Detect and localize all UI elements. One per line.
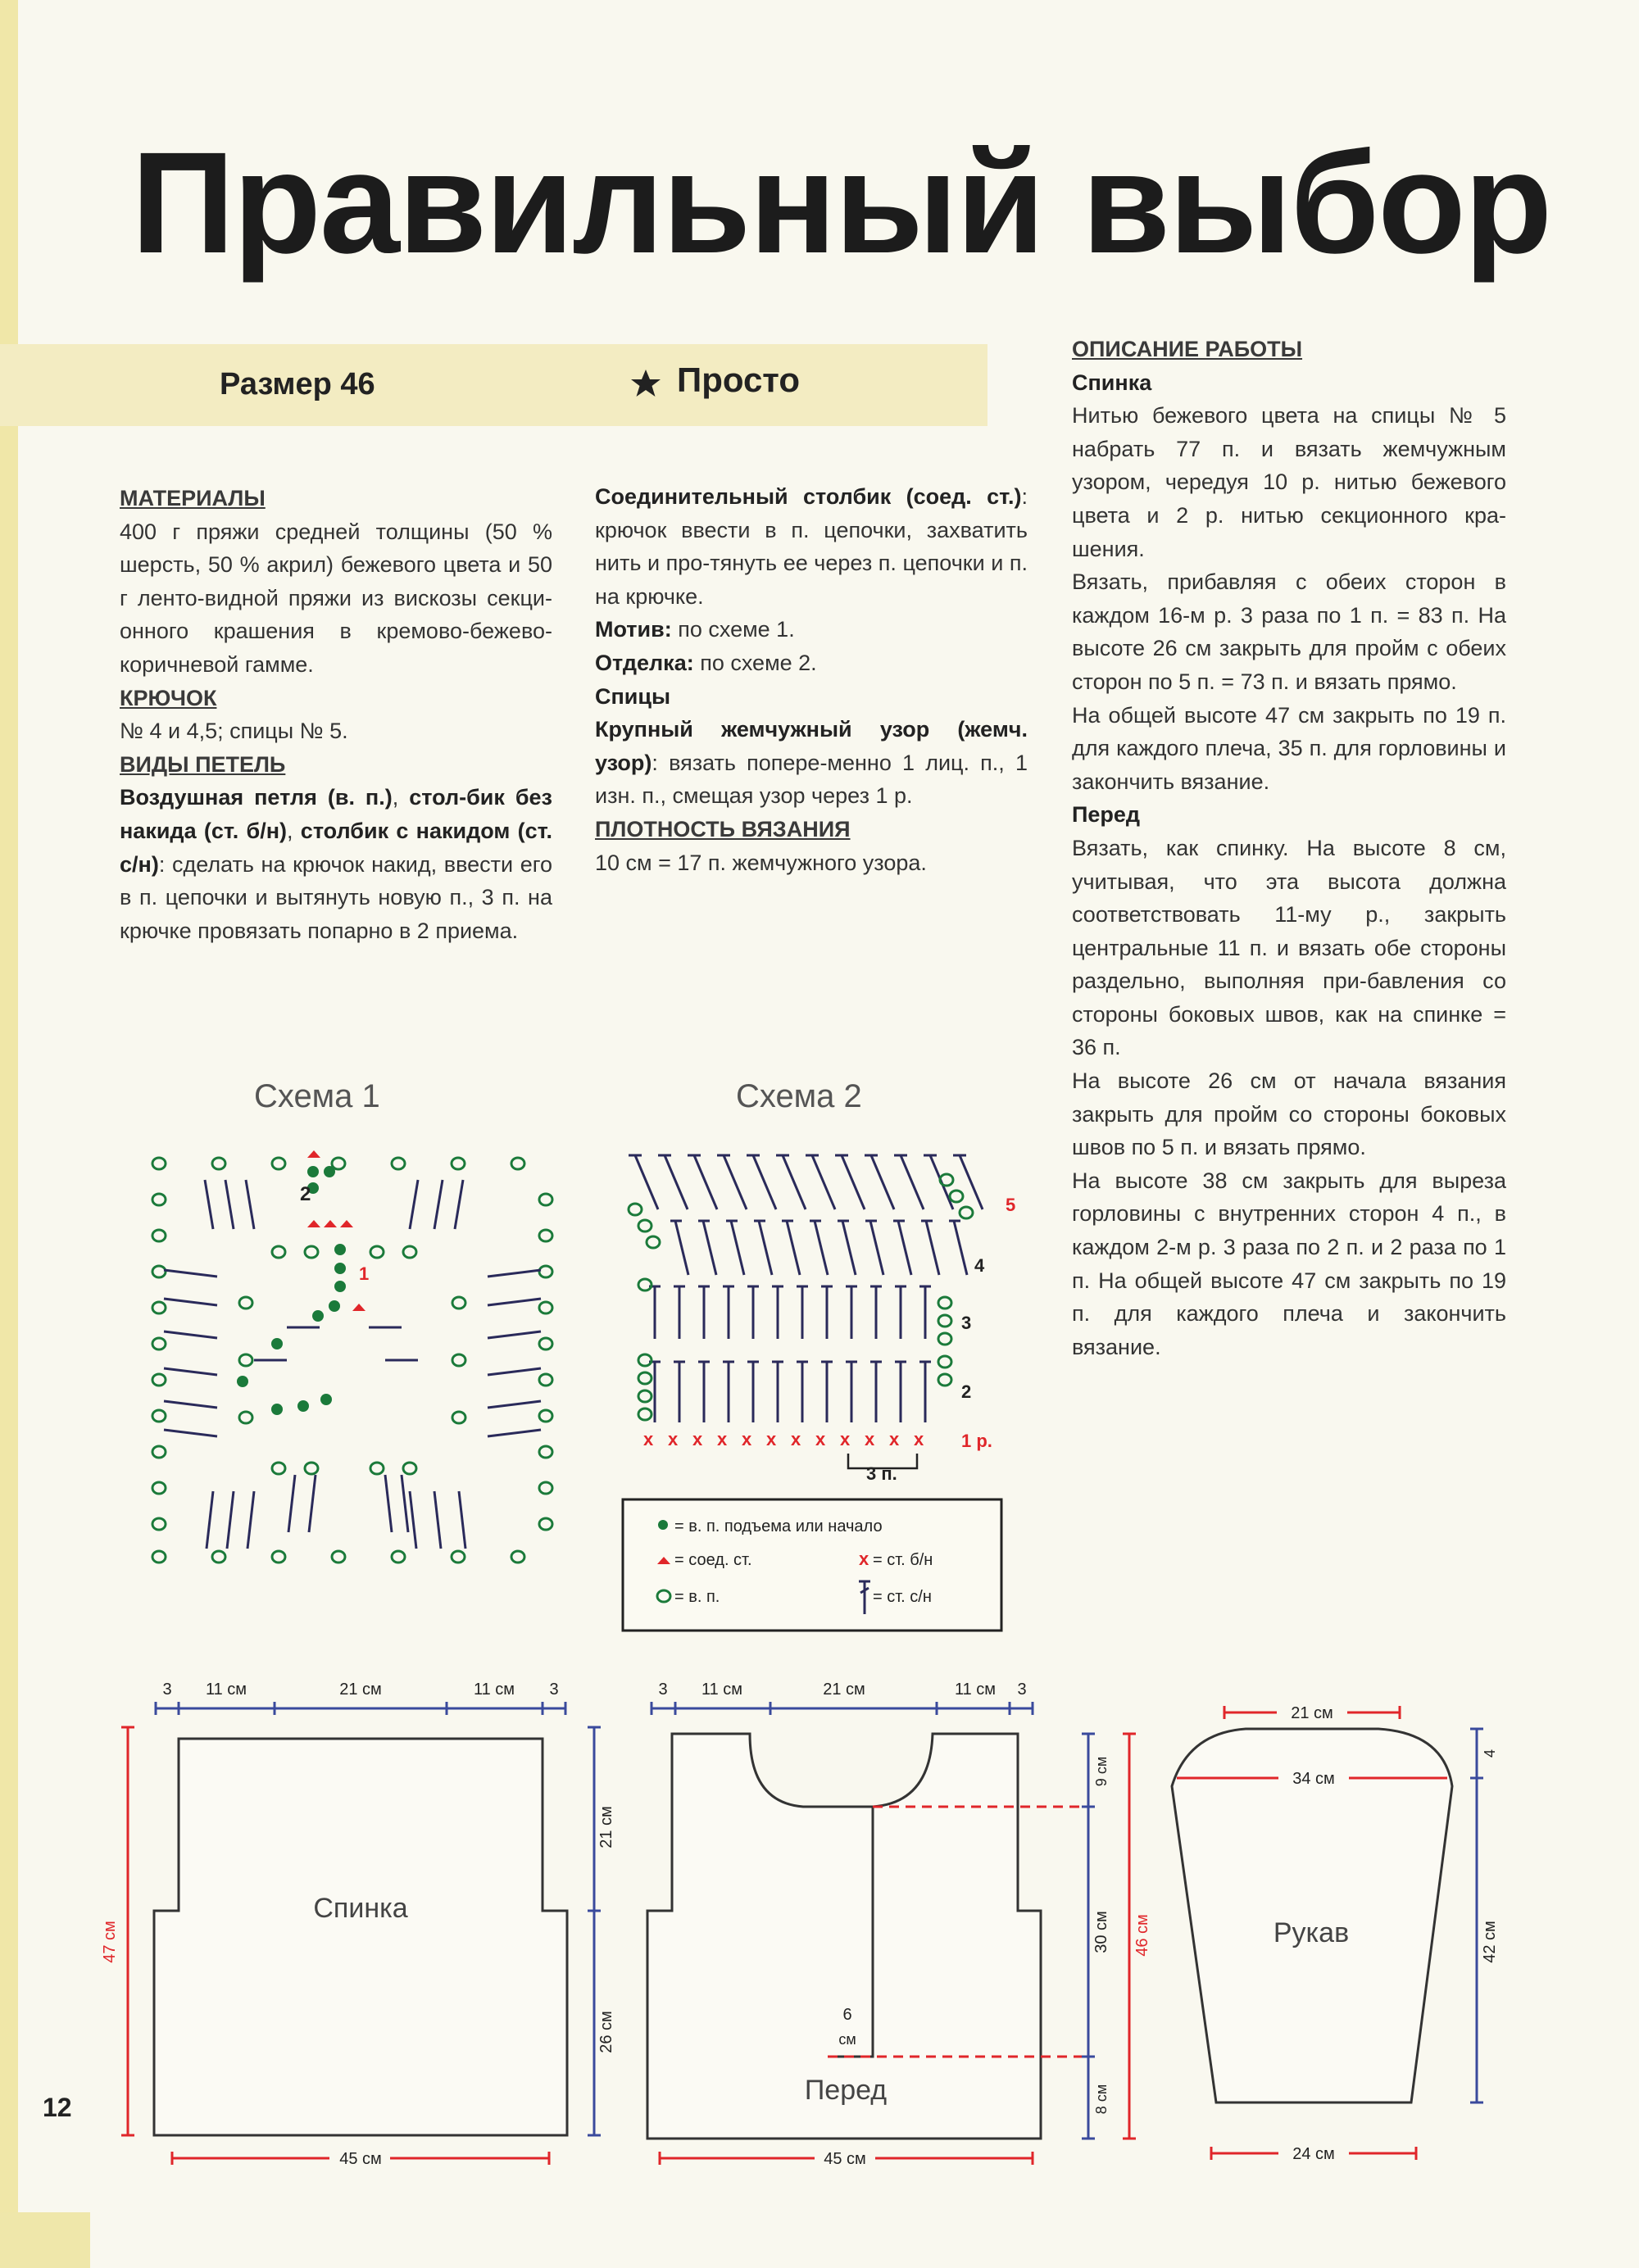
front-dim-11-right: 11 см [954,1681,997,1699]
legend-ch: = в. п. [674,1588,720,1606]
finish-term: Отделка: [595,650,694,675]
chain-symbol [403,1463,416,1474]
stitch-posts [164,1180,541,1549]
sleeve-cap-height: 4 [1482,1749,1498,1758]
chain-symbol [539,1230,552,1241]
single-crochet-symbol: x [791,1429,801,1449]
materials-column [120,482,552,947]
chain-symbol [938,1374,951,1386]
hook-heading: КРЮЧОК [120,685,217,710]
stitch-post [694,1155,717,1209]
chain-symbol [452,1412,465,1423]
single-crochet-symbol: x [717,1429,728,1449]
single-crochet-symbol: x [643,1429,654,1449]
back-paragraph-2: Вязать, прибавляя с обеих сторон в каждом 16-м р. 3 раза по 1 п. = 83 п. На высоте 26 см закрыть для пройм с обеих сторон по 5 п. = 73 п. и вязать прямо. [1072,569,1506,694]
motif-term: Мотив: [595,617,672,642]
front-label: Перед [804,2075,888,2106]
chain-symbol [539,1194,552,1205]
sleeve-top-width: 21 см [1291,1704,1333,1722]
double-crochet-term: столбик с накидом (ст. с/н) [120,818,552,877]
chain-dot [334,1263,346,1274]
chain-symbol [332,1551,345,1563]
stitch-post [753,1155,776,1209]
chain-symbol [539,1302,552,1313]
chain-symbol [539,1338,552,1349]
chain-symbol [638,1220,652,1232]
star-icon [629,367,662,400]
chain-dot [271,1338,283,1349]
chain-symbol [305,1463,318,1474]
size-band [0,344,987,426]
chain-symbol [452,1158,465,1169]
stitch-post [309,1475,316,1532]
repeat-label: 3 п. [866,1463,897,1484]
chain-symbol [539,1410,552,1422]
stitch-post [164,1368,217,1375]
gauge-text: 10 см = 17 п. жемчужного узора. [595,850,927,875]
chain-symbol [511,1551,524,1563]
single-crochet-symbol: x [815,1429,826,1449]
back-dim-3-right: 3 [549,1681,559,1699]
chain-symbol [272,1551,285,1563]
chain-symbol [272,1246,285,1258]
chain-symbol [332,1158,345,1169]
difficulty-label: Просто [677,361,800,399]
sleeve-label: Рукав [1273,1917,1350,1948]
back-paragraph-3: На общей высоте 47 см закрыть по 19 п. для каждого плеча, 35 п. для горловины и закончить вязание. [1072,702,1506,794]
legend-sc: = ст. б/н [873,1551,933,1569]
front-slit-num: 6 [842,2006,852,2024]
back-schematic [101,1672,615,2180]
stitch-post [871,1155,894,1209]
chain-symbol [638,1390,652,1402]
stitch-post [207,1491,213,1549]
round-2-label: 2 [300,1183,311,1205]
chain-symbol [938,1333,951,1345]
stitch-post [842,1155,865,1209]
front-dim-3-left: 3 [658,1681,668,1699]
seed-stitch-desc: : вязать попере-менно 1 лиц. п., 1 изн. п., смещая узор через 1 р. [595,750,1028,809]
hook-text: № 4 и 4,5; спицы № 5. [120,719,348,744]
chain-symbol [152,1158,166,1169]
stitch-post [901,1155,924,1209]
stitch-post [815,1221,828,1275]
chain-dot [307,1166,319,1177]
single-crochet-symbol: x [742,1429,752,1449]
chain-symbol [272,1158,285,1169]
stitch-post [488,1299,541,1305]
chain-symbol [152,1338,166,1349]
stitch-post [227,1491,234,1549]
chain-symbol [152,1446,166,1458]
stitch-post [488,1401,541,1408]
stitch-post [488,1368,541,1375]
chain-symbol [638,1408,652,1420]
stitch-post [459,1491,465,1549]
row-2-label: 2 [961,1381,972,1402]
sleeve-height: 42 см [1481,1921,1499,1963]
front-paragraph-1: Вязать, как спинку. На высоте 8 см, учитывая, что эта высота должна соответствовать 11-му р., закрыть центральные 11 п. и вязать обе стороны раздельно, выполняя при-бавления со стороны боковых швов, как на спинке = 36 п. [1072,835,1506,1060]
front-width: 45 см [824,2150,866,2168]
front-schematic [590,1672,1180,2180]
stitch-post [954,1221,967,1275]
chain-symbol [152,1551,166,1563]
chain-dot [334,1244,346,1255]
back-dim-11-right: 11 см [473,1681,515,1699]
slip-stitch-desc: : крючок ввести в п. цепочки, захватить нить и про-тянуть ее через п. цепочки и п. на крючке. [595,484,1028,609]
work-heading: ОПИСАНИЕ РАБОТЫ [1072,337,1303,361]
chain-dot [312,1310,324,1322]
chain-symbol [629,1204,642,1215]
materials-text: 400 г пряжи средней толщины (50 % шерсть, 50 % акрил) бежевого цвета и 50 г ленто-видной пряжи из вискозы секци-онного крашения в кремово-бежево-коричневой гамме. [120,519,552,677]
stitch-post [246,1180,254,1229]
stitch-post [164,1270,217,1277]
chain-symbol [152,1302,166,1313]
chain-dot [329,1300,340,1312]
stitch-post [724,1155,747,1209]
single-crochet-symbol: x [889,1429,900,1449]
back-height-lower: 26 см [597,2011,615,2053]
chain-symbol [638,1372,652,1384]
back-outline [154,1739,567,2135]
front-height-total: 46 см [1133,1914,1151,1957]
chain-symbol [392,1158,405,1169]
chain-symbol [239,1412,252,1423]
chain-symbol [938,1315,951,1327]
chain-dot [297,1400,309,1412]
back-paragraph-1: Нитью бежевого цвета на спицы № 5 набрать 77 п. и вязать жемчужным узором, чередуя 10 р. нитью бежевого цвета и 2 р. нитью секционного кра-шения. [1072,403,1506,561]
single-crochet-term: стол-бик без накида (ст. б/н) [120,785,552,843]
chain-term: Воздушная петля (в. п.) [120,785,393,810]
chain-symbol [638,1279,652,1290]
center-chain-dots [237,1166,346,1415]
stitch-post [455,1180,463,1229]
stitch-post [488,1331,541,1338]
schema2-edging-diagram [602,1147,1028,1639]
row-5-label: 5 [1006,1195,1016,1215]
stitch-post [731,1221,744,1275]
chain-symbol [152,1266,166,1277]
schema1-title: Схема 1 [254,1078,380,1114]
legend-dc: = ст. с/н [873,1588,932,1606]
legend-ch-start: = в. п. подъема или начало [674,1517,883,1535]
back-dim-3-left: 3 [162,1681,172,1699]
chain-symbol [239,1297,252,1309]
stitch-post [164,1331,217,1338]
chain-symbol [272,1463,285,1474]
seed-stitch-text [595,713,1028,813]
materials-heading: МАТЕРИАЛЫ [120,486,266,510]
stitch-post [164,1401,217,1408]
chain-symbol [938,1356,951,1368]
schema1-motif-diagram [139,1147,565,1573]
row2-stitches [649,1362,931,1422]
stitch-post [488,1270,541,1277]
legend-slst: = соед. ст. [674,1551,752,1569]
row3-stitches [649,1286,931,1339]
stitches-text: Воздушная петля (в. п.), стол-бик без накида (ст. б/н), столбик с накидом (ст. с/н): сделать на крючок накид, ввести его в п. цепочки и вытянуть новую п., 3 п. на крючке провязать попарно в 2 приема. [120,785,552,943]
chain-symbol [452,1354,465,1366]
chain-symbol [212,1158,225,1169]
gauge-heading: ПЛОТНОСТЬ ВЯЗАНИЯ [595,816,851,841]
back-dim-11-left: 11 см [205,1681,247,1699]
back-height-upper: 21 см [597,1806,615,1848]
double-crochet-text: : сделать на крючок накид, ввести его в п. цепочки и вытянуть новую п., 3 п. на крючке провязать попарно в 2 приема. [120,851,552,943]
chain-symbol [152,1230,166,1241]
back-height-total: 47 см [101,1921,119,1963]
chain-symbol [539,1518,552,1530]
stitch-post [703,1221,716,1275]
slip-stitch-term: Соединительный столбик (соед. ст.) [595,484,1022,509]
back-width: 45 см [339,2150,382,2168]
size-label: Размер 46 [220,367,375,401]
page-corner-strip [0,2212,90,2268]
front-slit-unit: см [838,2031,856,2048]
stitch-post [410,1180,418,1229]
chain-symbol [940,1174,953,1186]
row4-stitches [670,1221,967,1275]
schema2-title: Схема 2 [736,1078,862,1114]
chain-symbol [152,1194,166,1205]
back-dim-21: 21 см [339,1681,382,1699]
legend-ch-start-icon [658,1520,668,1530]
front-height-top: 9 см [1093,1756,1110,1787]
chain-symbol [452,1297,465,1309]
front-dim-3-right: 3 [1017,1681,1027,1699]
single-crochet-symbol: x [668,1429,679,1449]
stitch-post [164,1430,217,1436]
chain-symbol [647,1236,660,1248]
round-1-label: 1 [359,1263,370,1284]
chain-symbol [152,1482,166,1494]
seed-stitch-term: Крупный жемчужный узор (жемч. узор) [595,717,1028,775]
row-1-label: 1 р. [961,1431,992,1451]
stitch-post [812,1155,835,1209]
chain-symbol [539,1482,552,1494]
single-crochet-symbol: x [692,1429,703,1449]
stitch-post [960,1155,983,1209]
chain-symbol [511,1158,524,1169]
sleeve-schematic [1155,1688,1516,2180]
stitch-post [247,1491,254,1549]
chain-symbol [152,1518,166,1530]
legend-sc-icon: x [859,1549,869,1569]
single-crochet-symbol: x [766,1429,777,1449]
motif-line [595,613,1028,646]
row-4-label: 4 [974,1255,985,1276]
stitch-post [898,1221,911,1275]
row-3-label: 3 [961,1313,972,1333]
single-crochet-symbol: x [840,1429,851,1449]
chain-symbol [950,1191,963,1202]
finish-line [595,646,1028,680]
row1-single-crochets [643,1429,924,1449]
chain-symbol [370,1463,384,1474]
chain-symbol [960,1207,973,1218]
row5-stitches [629,1155,983,1209]
chain-symbol [452,1551,465,1563]
stitch-post [385,1475,392,1532]
stitch-post [410,1491,416,1549]
front-heading: Перед [1072,802,1141,828]
stitch-post [164,1299,217,1305]
stitches-column [595,480,1028,879]
front-height-mid: 30 см [1092,1911,1110,1953]
front-paragraph-2: На высоте 26 см от начала вязания закрыть для пройм со стороны боковых швов по 5 п. и вязать прямо. [1072,1068,1506,1160]
chain-symbol [370,1246,384,1258]
page-title: Правильный выбор [131,123,1551,284]
stitch-post [434,1180,443,1229]
single-crochet-symbol: x [865,1429,875,1449]
stitch-post [787,1221,800,1275]
chain-dot [237,1376,248,1387]
front-paragraph-3: На высоте 38 см закрыть для выреза горловины с внутренних сторон 4 п., в каждом 2-м р. 3 раза по 2 п. и 2 раза по 1 п. На общей высоте 47 см закрыть по 19 п. для каждого плеча и закончить вязание. [1072,1168,1506,1359]
chain-symbol [212,1551,225,1563]
stitch-post [635,1155,658,1209]
back-label: Спинка [313,1893,408,1924]
stitch-post [665,1155,688,1209]
chain-symbol [392,1551,405,1563]
sleeve-bottom-width: 24 см [1292,2145,1335,2163]
chain-dot [320,1394,332,1405]
chain-symbol [638,1354,652,1366]
stitch-post [759,1221,772,1275]
chain-dot [324,1166,335,1177]
page-edge-strip [0,0,18,2268]
chain-symbol [938,1297,951,1309]
front-dim-11-left: 11 см [701,1681,743,1699]
stitch-post [842,1221,856,1275]
front-height-bottom: 8 см [1093,2084,1110,2115]
slip-stitch-text [595,480,1028,613]
front-dim-21: 21 см [823,1681,865,1699]
motif-text: по схеме 1. [678,617,795,642]
stitch-post [783,1155,806,1209]
chain-symbol [239,1354,252,1366]
stitch-post [402,1475,408,1532]
chain-dot [334,1281,346,1292]
stitch-post [288,1475,295,1532]
back-heading: Спинка [1072,370,1152,395]
knitting-heading: Спицы [595,683,671,709]
chain-symbol [305,1246,318,1258]
stitch-post [870,1221,883,1275]
stitch-post [926,1221,939,1275]
stitch-post [225,1180,234,1229]
stitch-post [488,1430,541,1436]
chain-symbol [539,1374,552,1386]
finish-text: по схеме 2. [700,650,817,675]
sleeve-upper-width: 34 см [1292,1770,1335,1788]
chain-symbol [403,1246,416,1258]
stitch-post [675,1221,688,1275]
chain-symbol [152,1410,166,1422]
page-number: 12 [43,2093,72,2122]
chain-symbol [539,1446,552,1458]
single-crochet-symbol: x [914,1429,924,1449]
chain-dot [271,1404,283,1415]
chain-symbol [152,1374,166,1386]
stitch-post [205,1180,213,1229]
work-column [1072,333,1506,1363]
stitch-post [434,1491,441,1549]
chain-symbol [539,1266,552,1277]
stitches-heading: ВИДЫ ПЕТЕЛЬ [120,751,286,777]
